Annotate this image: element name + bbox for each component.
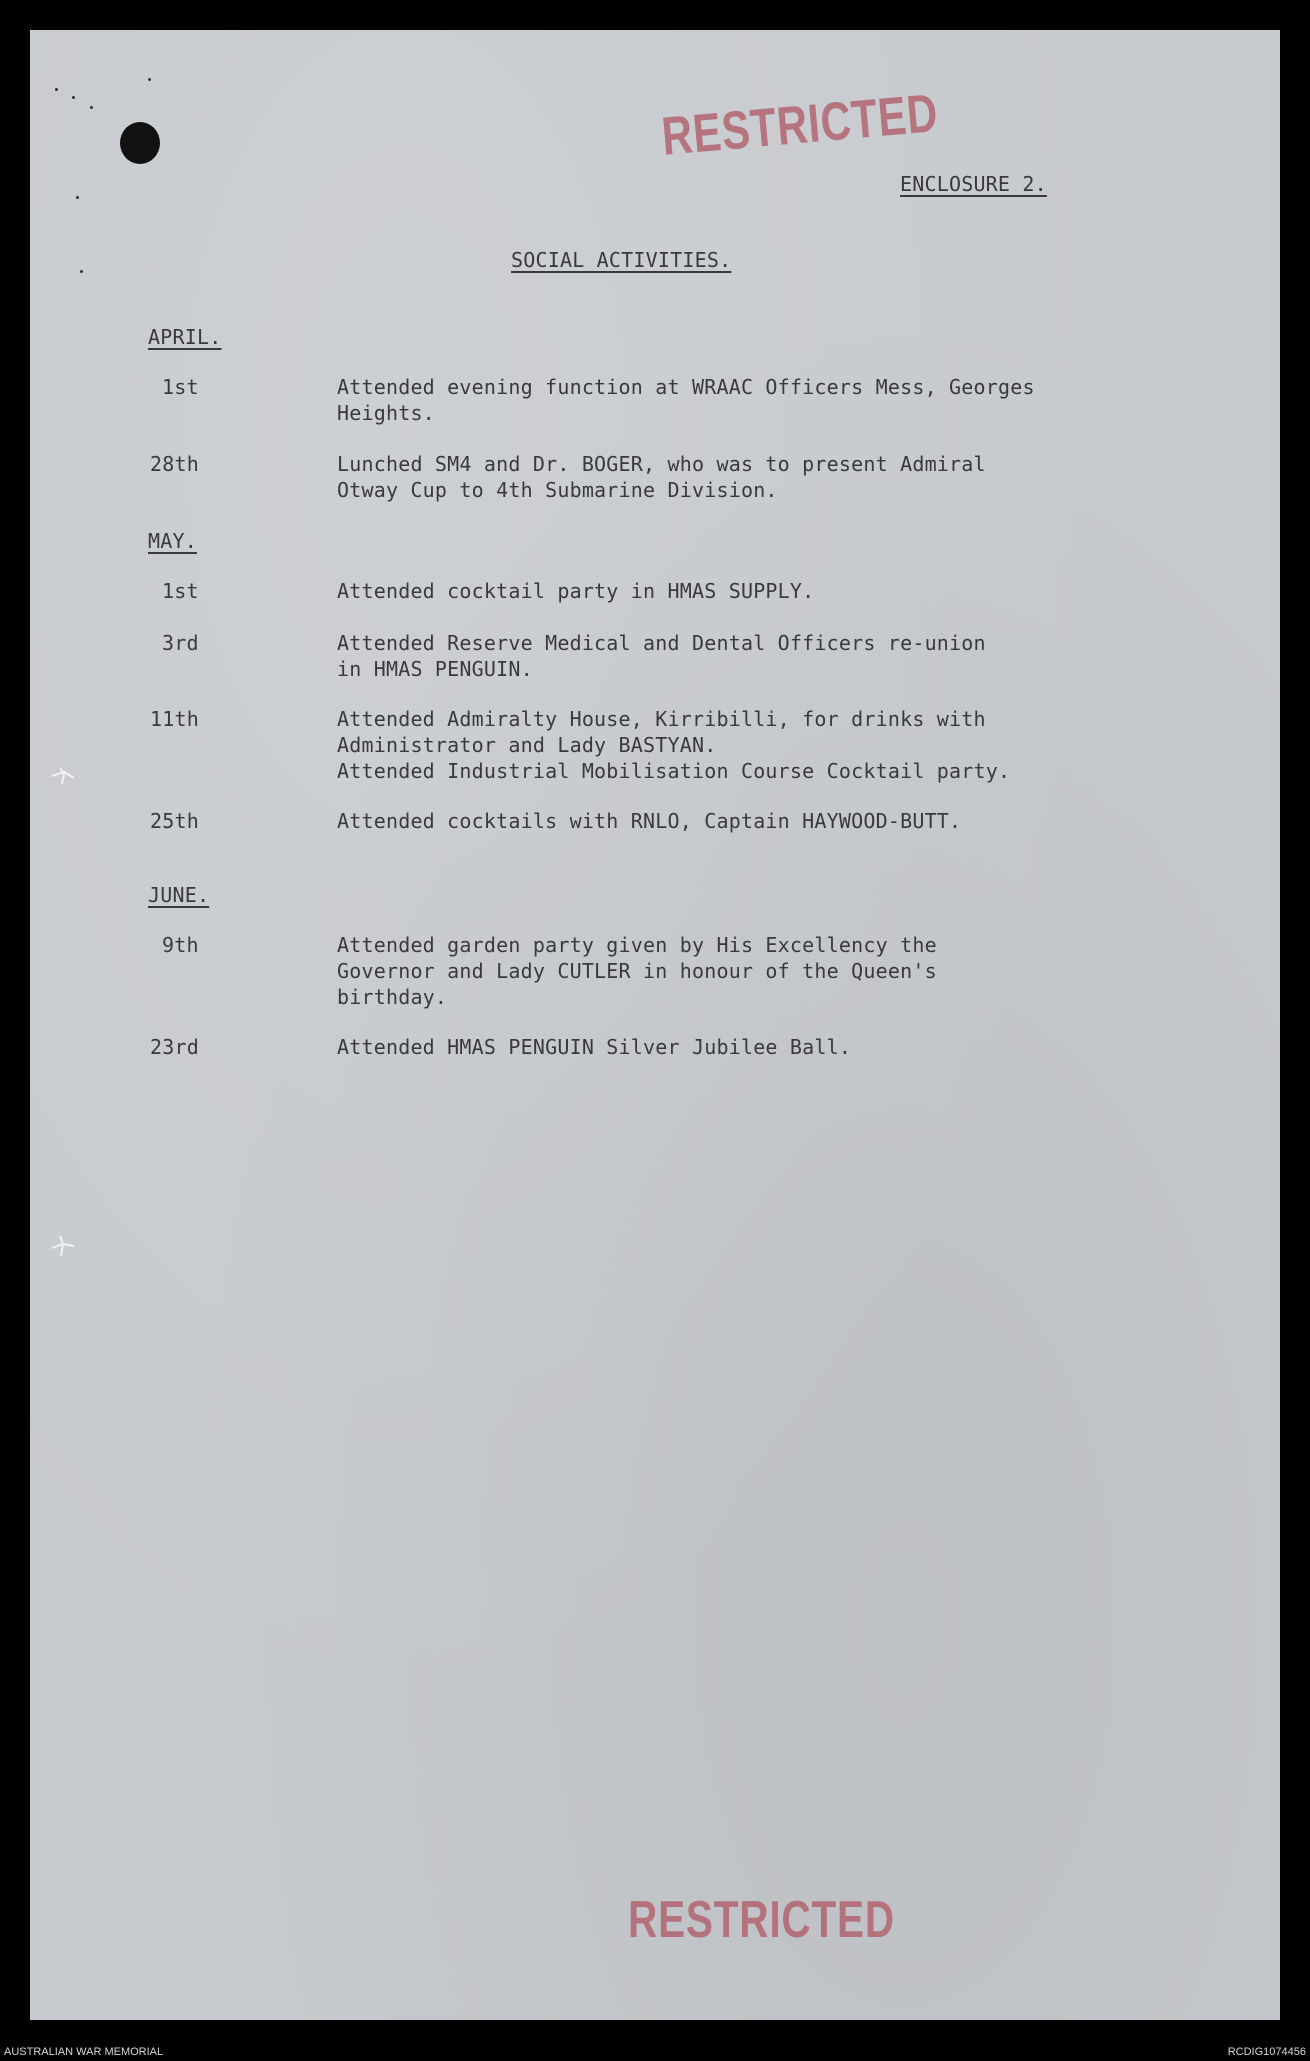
paper-speck	[80, 270, 83, 273]
entry-line: Attended HMAS PENGUIN Silver Jubilee Ball.	[337, 1035, 852, 1059]
month-heading-may: MAY.	[148, 529, 197, 553]
month-heading-april: APRIL.	[148, 325, 222, 349]
staple-mark-icon	[48, 1232, 78, 1262]
paper-speck	[55, 88, 58, 91]
paper-speck	[90, 106, 93, 109]
entry-line: Attended cocktail party in HMAS SUPPLY.	[337, 579, 815, 603]
paper-speck	[76, 196, 79, 199]
entry-date: 28th	[150, 452, 199, 476]
entry-date: 1st	[162, 375, 199, 399]
entry-line: Attended cocktails with RNLO, Captain HAYWOOD-BUTT.	[337, 809, 962, 833]
entry-line: Lunched SM4 and Dr. BOGER, who was to present Admiral	[337, 452, 986, 476]
restricted-stamp-top: RESTRICTED	[659, 82, 941, 167]
entry-line: in HMAS PENGUIN.	[337, 657, 533, 681]
entry-date: 25th	[150, 809, 199, 833]
restricted-stamp-bottom: RESTRICTED	[628, 1891, 895, 1949]
entry-line: Otway Cup to 4th Submarine Division.	[337, 478, 778, 502]
entry-line: Attended garden party given by His Excellency the	[337, 933, 937, 957]
entry-line: Governor and Lady CUTLER in honour of the Queen's	[337, 959, 937, 983]
entry-line: Attended Admiralty House, Kirribilli, for drinks with	[337, 707, 986, 731]
staple-mark-icon	[48, 762, 78, 792]
page-title: SOCIAL ACTIVITIES.	[511, 248, 732, 272]
entry-line: Attended Industrial Mobilisation Course Cocktail party.	[337, 759, 1011, 783]
entry-date: 9th	[162, 933, 199, 957]
paper-speck	[148, 78, 151, 81]
entry-line: Attended Reserve Medical and Dental Officers re-union	[337, 631, 986, 655]
enclosure-label: ENCLOSURE 2.	[900, 172, 1047, 196]
punch-hole	[120, 122, 160, 164]
entry-date: 11th	[150, 707, 199, 731]
footer-institution: AUSTRALIAN WAR MEMORIAL	[4, 2046, 164, 2058]
entry-line: birthday.	[337, 985, 448, 1009]
entry-date: 1st	[162, 579, 199, 603]
paper-speck	[72, 96, 75, 99]
entry-date: 23rd	[150, 1035, 199, 1059]
entry-date: 3rd	[162, 631, 199, 655]
entry-line: Administrator and Lady BASTYAN.	[337, 733, 717, 757]
month-heading-june: JUNE.	[148, 883, 210, 907]
entry-line: Attended evening function at WRAAC Officers Mess, Georges	[337, 375, 1035, 399]
entry-line: Heights.	[337, 401, 435, 425]
footer-record-id: RCDIG1074456	[1227, 2046, 1306, 2058]
